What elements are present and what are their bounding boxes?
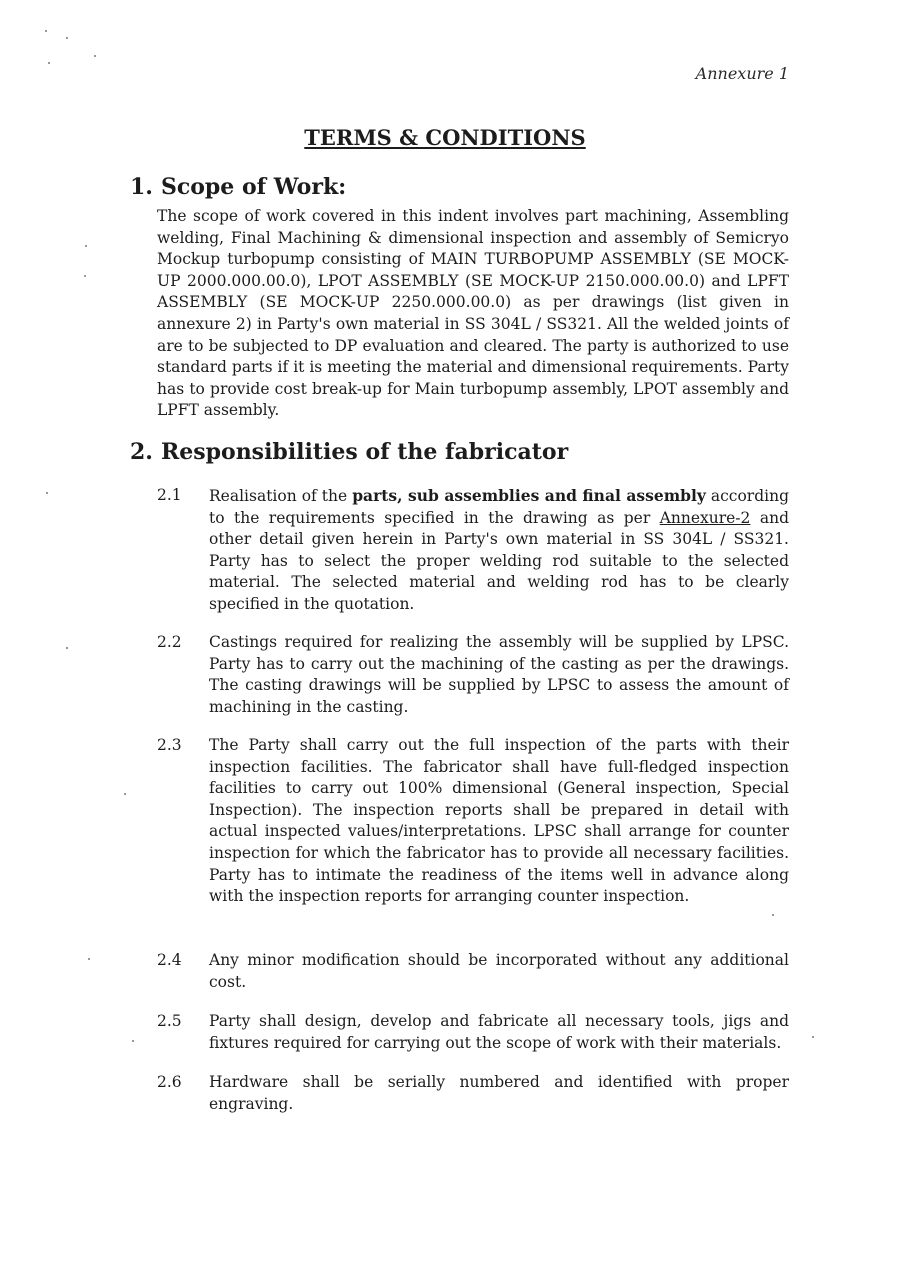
scan-speck <box>45 30 47 32</box>
scan-speck <box>84 275 86 277</box>
clause-number: 2.4 <box>157 951 182 969</box>
section-number: 2. <box>130 439 153 465</box>
page-title: TERMS & CONDITIONS <box>304 125 586 150</box>
clause-number: 2.6 <box>157 1073 182 1091</box>
scan-speck <box>132 1040 134 1042</box>
clause-2-3 <box>157 735 789 908</box>
section-title: Scope of Work: <box>160 174 347 200</box>
scope-of-work-paragraph: The scope of work covered in this indent involves part machining, Assembling welding, Final Machining & dimensional inspection and assembly of Semicryo Mockup turbopump consisting of MAIN TURBOPUMP ASSEMBLY (SE MOCK-UP 2000.000.00.0), LPOT ASSEMBLY (SE MOCK-UP 2150.000.00.0) and LPFT ASSEMBLY (SE MOCK-UP 2250.000.00.0) as per drawings (list given in annexure 2) in Party's own material in SS 304L / SS321. All the welded joints of are to be subjected to DP evaluation and cleared. The party is authorized to use standard parts if it is meeting the material and dimensional requirements. Party has to provide cost break-up for Main turbopump assembly, LPOT assembly and LPFT assembly. <box>157 207 789 420</box>
clause-text-part: and other detail given herein in Party's own material in SS 304L / SS321. Party has to select the proper welding rod suitable to the selected material. The selected material and welding rod has to be clearly specified in the quotation. <box>209 508 789 613</box>
scan-speck <box>48 62 50 64</box>
clause-2-4 <box>157 950 789 993</box>
clause-text: Any minor modification should be incorporated without any additional cost. <box>209 951 789 991</box>
scan-speck <box>66 37 68 39</box>
clause-number: 2.3 <box>157 736 182 754</box>
clause-text-part: Realisation of the <box>209 487 353 505</box>
clause-2-5 <box>157 1011 789 1054</box>
annexure-label: Annexure 1 <box>695 64 789 83</box>
clause-text: Castings required for realizing the assembly will be supplied by LPSC. Party has to carry out the machining of the casting as per the drawings. The casting drawings will be supplied by LPSC to assess the amount of machining in the casting. <box>209 633 789 716</box>
scan-speck <box>94 55 96 57</box>
clause-text: Hardware shall be serially numbered and identified with proper engraving. <box>209 1073 789 1113</box>
clause-number: 2.5 <box>157 1012 182 1030</box>
clause-number: 2.1 <box>157 486 182 504</box>
annexure-2-reference: Annexure-2 <box>659 508 751 527</box>
section-title: Responsibilities of the fabricator <box>160 439 569 465</box>
scan-speck <box>85 245 87 247</box>
clause-2-1 <box>157 485 789 616</box>
section-1-heading <box>130 174 346 200</box>
section-2-heading <box>130 439 568 465</box>
scan-speck <box>812 1036 814 1038</box>
scan-speck <box>46 492 48 494</box>
clause-2-6 <box>157 1072 789 1115</box>
scan-speck <box>88 958 90 960</box>
scan-speck <box>66 647 68 649</box>
clause-bold-text: parts, sub assemblies and final assembly <box>352 486 706 505</box>
clause-text <box>209 485 789 616</box>
clause-text-part: according to the requirements specified in the drawing as per <box>209 487 790 527</box>
section-number: 1. <box>130 174 153 200</box>
clause-text: The Party shall carry out the full inspection of the parts with their inspection facilities. The fabricator shall have full-fledged inspection facilities to carry out 100% dimensional (General inspection, Special Inspection). The inspection reports shall be prepared in detail with actual inspected values/interpretations. LPSC shall arrange for counter inspection for which the fabricator has to provide all necessary facilities. Party has to intimate the readiness of the items well in advance along with the inspection reports for arranging counter inspection. <box>209 736 789 906</box>
clause-text: Party shall design, develop and fabricate all necessary tools, jigs and fixtures required for carrying out the scope of work with their materials. <box>209 1012 789 1052</box>
scan-speck <box>124 793 126 795</box>
clause-number: 2.2 <box>157 633 182 651</box>
clause-2-2 <box>157 632 789 718</box>
scan-speck <box>772 914 774 916</box>
